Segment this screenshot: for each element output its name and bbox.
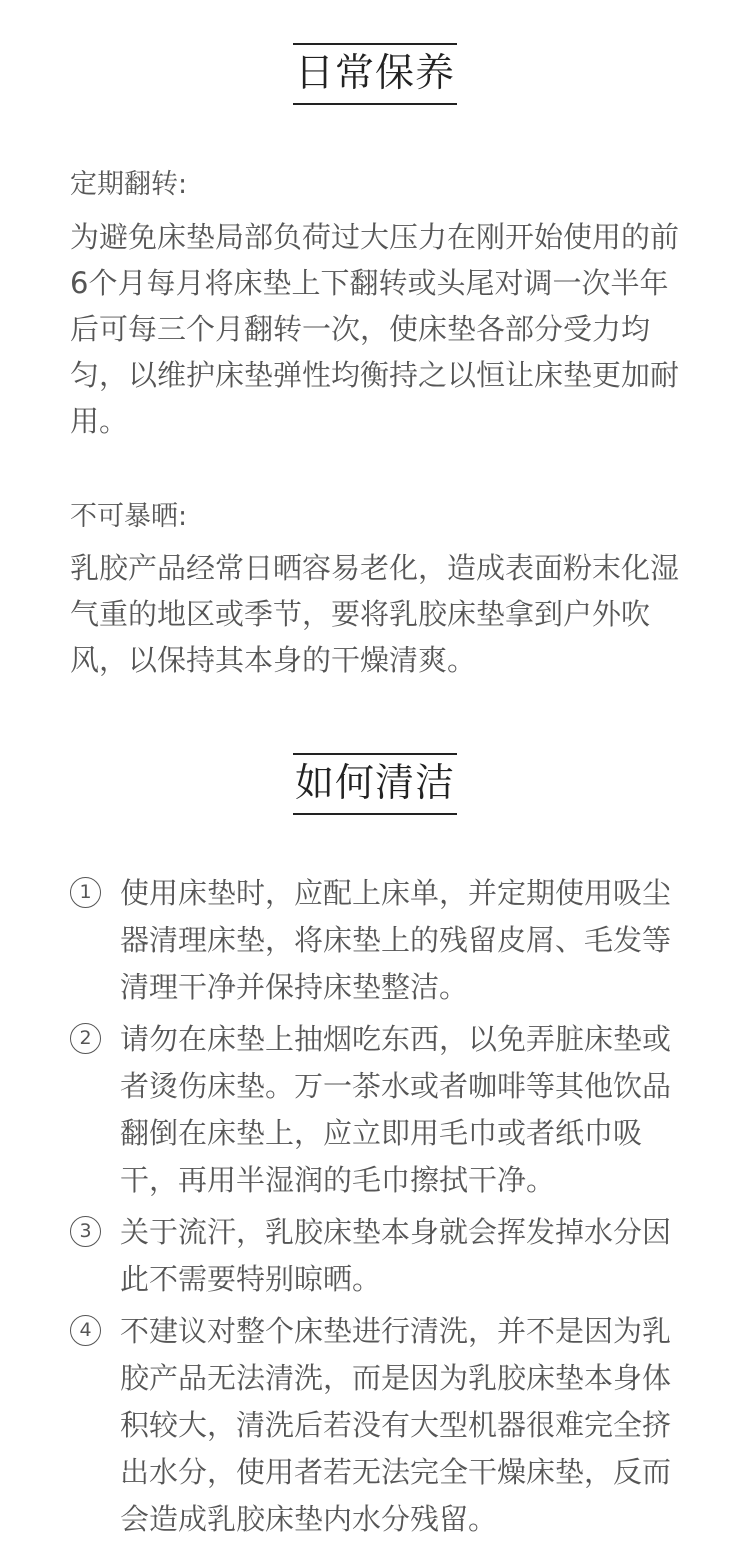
subheading-regular-flip: 定期翻转:	[70, 169, 188, 200]
item-number-badge: 4	[70, 1315, 101, 1346]
item-number-badge: 1	[70, 877, 101, 908]
list-item-text: 使用床垫时，应配上床单，并定期使用吸尘器清理床垫，将床垫上的残留皮屑、毛发等清理干净并保持床垫整洁。	[120, 876, 672, 1004]
section-title-daily-care: 日常保养	[293, 43, 457, 105]
list-item-text: 关于流汗，乳胶床垫本身就会挥发掉水分因此不需要特别晾晒。	[120, 1215, 672, 1296]
list-item-text: 不建议对整个床垫进行清洗，并不是因为乳胶产品无法清洗，而是因为乳胶床垫本身体积较大，清洗后若没有大型机器很难完全挤出水分，使用者若无法完全干燥床垫，反而会造成乳胶床垫内水分残留。	[120, 1314, 672, 1536]
item-number-badge: 2	[70, 1023, 101, 1054]
subheading-no-sun-exposure: 不可暴晒:	[70, 501, 188, 532]
section-title-how-to-clean: 如何清洁	[293, 753, 457, 815]
paragraph-no-sun-exposure: 乳胶产品经常日晒容易老化，造成表面粉末化湿气重的地区或季节，要将乳胶床垫拿到户外吹风，以保持其本身的干燥清爽。	[70, 551, 680, 677]
item-number-badge: 3	[70, 1216, 101, 1247]
paragraph-regular-flip: 为避免床垫局部负荷过大压力在刚开始使用的前6个月每月将床垫上下翻转或头尾对调一次半年后可每三个月翻转一次，使床垫各部分受力均匀，以维护床垫弹性均衡持之以恒让床垫更加耐用。	[70, 220, 680, 438]
list-item-text: 请勿在床垫上抽烟吃东西，以免弄脏床垫或者烫伤床垫。万一茶水或者咖啡等其他饮品翻倒在床垫上，应立即用毛巾或者纸巾吸干，再用半湿润的毛巾擦拭干净。	[120, 1022, 672, 1197]
